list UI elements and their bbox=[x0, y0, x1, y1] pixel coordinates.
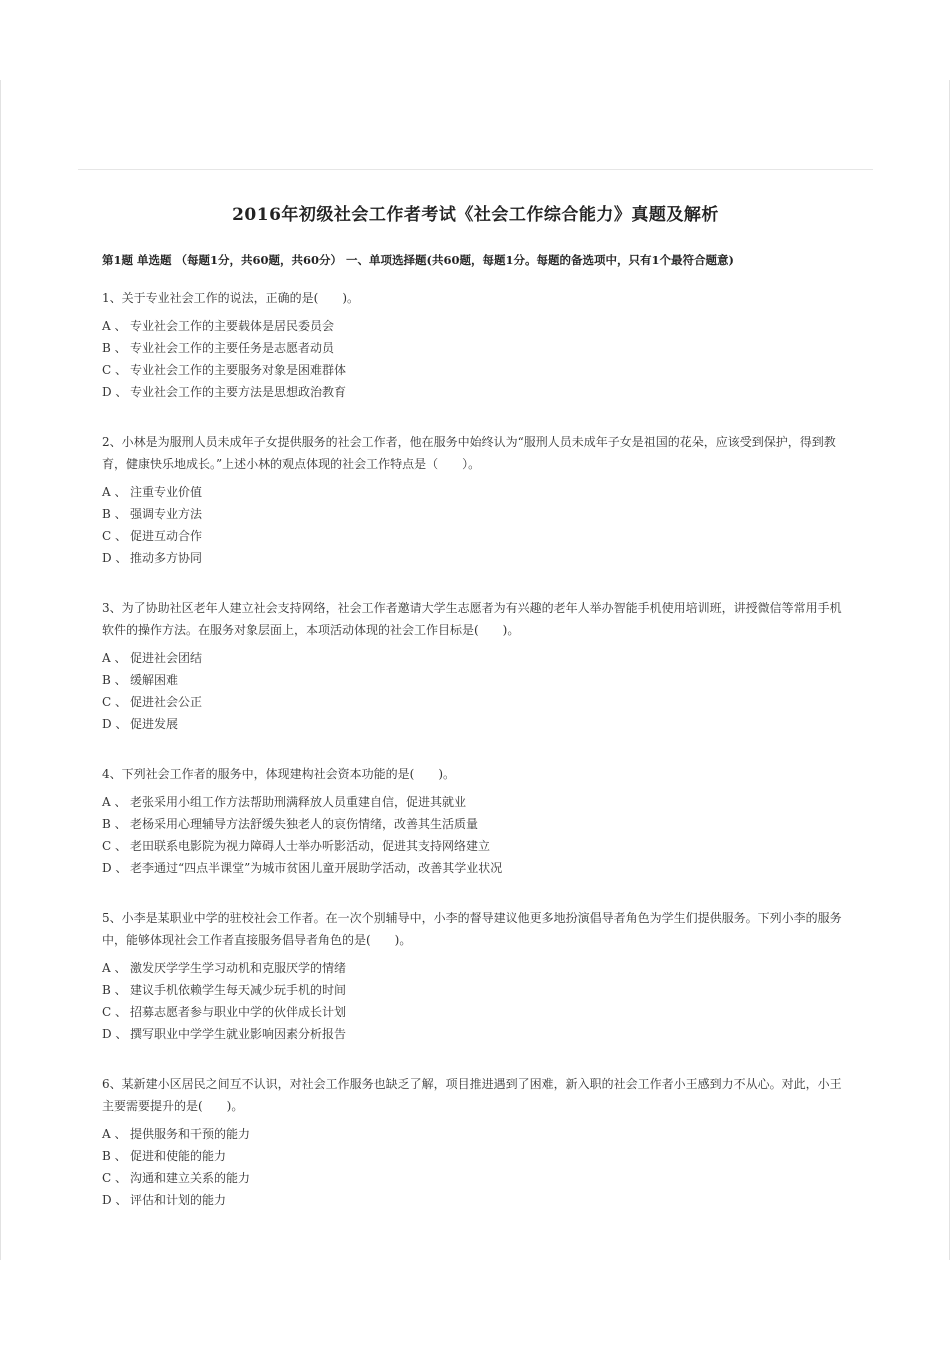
question-stem: 3、为了协助社区老年人建立社会支持网络，社会工作者邀请大学生志愿者为有兴趣的老年人举办智能手机使用培训班，讲授微信等常用手机软件的操作方法。在服务对象层面上，本项活动体现的社会工作目标是( )。 bbox=[102, 601, 842, 637]
option-letter: B 、 bbox=[102, 507, 127, 521]
option-a[interactable] bbox=[102, 1123, 847, 1145]
option-c[interactable] bbox=[102, 525, 847, 547]
option-text: 强调专业方法 bbox=[130, 507, 203, 521]
option-d[interactable] bbox=[102, 1189, 847, 1211]
option-text: 老张采用小组工作方法帮助刑满释放人员重建自信，促进其就业 bbox=[130, 795, 467, 809]
option-letter: D 、 bbox=[102, 861, 128, 875]
option-letter: D 、 bbox=[102, 1193, 128, 1207]
option-c[interactable] bbox=[102, 359, 847, 381]
option-text: 招募志愿者参与职业中学的伙伴成长计划 bbox=[130, 1005, 347, 1019]
option-letter: B 、 bbox=[102, 983, 127, 997]
option-c[interactable] bbox=[102, 1001, 847, 1023]
question-2 bbox=[102, 431, 847, 569]
option-letter: C 、 bbox=[102, 363, 127, 377]
option-text: 促进和使能的能力 bbox=[130, 1149, 227, 1163]
option-text: 激发厌学学生学习动机和克服厌学的情绪 bbox=[130, 961, 347, 975]
option-text: 促进发展 bbox=[130, 717, 179, 731]
option-text: 沟通和建立关系的能力 bbox=[130, 1171, 251, 1185]
option-letter: A 、 bbox=[102, 795, 127, 809]
option-d[interactable] bbox=[102, 381, 847, 403]
question-stem: 5、小李是某职业中学的驻校社会工作者。在一次个别辅导中，小李的督导建议他更多地扮演倡导者角色为学生们提供服务。下列小李的服务中，能够体现社会工作者直接服务倡导者角色的是( )。 bbox=[102, 911, 842, 947]
option-letter: A 、 bbox=[102, 319, 127, 333]
option-text: 促进互动合作 bbox=[130, 529, 203, 543]
option-letter: A 、 bbox=[102, 1127, 127, 1141]
option-text: 老田联系电影院为视力障碍人士举办听影活动，促进其支持网络建立 bbox=[130, 839, 491, 853]
option-letter: C 、 bbox=[102, 1171, 127, 1185]
question-stem: 1、关于专业社会工作的说法，正确的是( )。 bbox=[102, 291, 359, 305]
question-list bbox=[102, 287, 847, 1239]
option-a[interactable] bbox=[102, 315, 847, 337]
option-b[interactable] bbox=[102, 337, 847, 359]
option-text: 评估和计划的能力 bbox=[130, 1193, 227, 1207]
option-a[interactable] bbox=[102, 791, 847, 813]
option-text: 提供服务和干预的能力 bbox=[130, 1127, 251, 1141]
option-text: 注重专业价值 bbox=[130, 485, 203, 499]
option-text: 撰写职业中学学生就业影响因素分析报告 bbox=[130, 1027, 347, 1041]
option-letter: D 、 bbox=[102, 551, 128, 565]
option-d[interactable] bbox=[102, 857, 847, 879]
page-edge-left bbox=[0, 80, 1, 1260]
option-letter: B 、 bbox=[102, 1149, 127, 1163]
option-a[interactable] bbox=[102, 647, 847, 669]
option-text: 老杨采用心理辅导方法舒缓失独老人的哀伤情绪，改善其生活质量 bbox=[130, 817, 479, 831]
option-letter: A 、 bbox=[102, 485, 127, 499]
option-letter: D 、 bbox=[102, 385, 128, 399]
option-d[interactable] bbox=[102, 1023, 847, 1045]
option-d[interactable] bbox=[102, 547, 847, 569]
question-6 bbox=[102, 1073, 847, 1211]
option-c[interactable] bbox=[102, 691, 847, 713]
option-a[interactable] bbox=[102, 957, 847, 979]
option-text: 推动多方协同 bbox=[130, 551, 203, 565]
document-title: 2016年初级社会工作者考试《社会工作综合能力》真题及解析 bbox=[232, 205, 719, 225]
option-letter: B 、 bbox=[102, 673, 127, 687]
option-text: 专业社会工作的主要方法是思想政治教育 bbox=[130, 385, 347, 399]
option-b[interactable] bbox=[102, 813, 847, 835]
option-text: 缓解困难 bbox=[130, 673, 179, 687]
option-b[interactable] bbox=[102, 1145, 847, 1167]
option-c[interactable] bbox=[102, 835, 847, 857]
header-divider bbox=[78, 169, 873, 170]
option-b[interactable] bbox=[102, 669, 847, 691]
option-text: 建议手机依赖学生每天减少玩手机的时间 bbox=[130, 983, 347, 997]
option-letter: A 、 bbox=[102, 651, 127, 665]
option-text: 专业社会工作的主要服务对象是困难群体 bbox=[130, 363, 347, 377]
option-text: 专业社会工作的主要任务是志愿者动员 bbox=[130, 341, 335, 355]
option-text: 老李通过“四点半课堂”为城市贫困儿童开展助学活动，改善其学业状况 bbox=[130, 861, 503, 875]
option-d[interactable] bbox=[102, 713, 847, 735]
option-letter: A 、 bbox=[102, 961, 127, 975]
question-4 bbox=[102, 763, 847, 879]
question-stem: 2、小林是为服刑人员未成年子女提供服务的社会工作者，他在服务中始终认为“服刑人员未成年子女是祖国的花朵，应该受到保护，得到教育，健康快乐地成长。”上述小林的观点体现的社会工作特点是（ ）。 bbox=[102, 435, 836, 471]
option-letter: C 、 bbox=[102, 839, 127, 853]
option-c[interactable] bbox=[102, 1167, 847, 1189]
question-stem: 6、某新建小区居民之间互不认识，对社会工作服务也缺乏了解，项目推进遇到了困难，新入职的社会工作者小王感到力不从心。对此，小王主要需要提升的是( )。 bbox=[102, 1077, 842, 1113]
option-b[interactable] bbox=[102, 503, 847, 525]
option-letter: D 、 bbox=[102, 1027, 128, 1041]
option-letter: D 、 bbox=[102, 717, 128, 731]
option-letter: B 、 bbox=[102, 341, 127, 355]
option-a[interactable] bbox=[102, 481, 847, 503]
question-1 bbox=[102, 287, 847, 403]
option-letter: C 、 bbox=[102, 1005, 127, 1019]
option-letter: B 、 bbox=[102, 817, 127, 831]
question-5 bbox=[102, 907, 847, 1045]
section-header: 第1题 单选题 （每题1分，共60题，共60分） 一、单项选择题(共60题，每题1分。每题的备选项中，只有1个最符合题意) bbox=[102, 253, 734, 267]
question-stem: 4、下列社会工作者的服务中，体现建构社会资本功能的是( )。 bbox=[102, 767, 456, 781]
option-text: 促进社会团结 bbox=[130, 651, 203, 665]
option-letter: C 、 bbox=[102, 529, 127, 543]
option-text: 促进社会公正 bbox=[130, 695, 203, 709]
option-b[interactable] bbox=[102, 979, 847, 1001]
option-letter: C 、 bbox=[102, 695, 127, 709]
question-3 bbox=[102, 597, 847, 735]
option-text: 专业社会工作的主要载体是居民委员会 bbox=[130, 319, 335, 333]
